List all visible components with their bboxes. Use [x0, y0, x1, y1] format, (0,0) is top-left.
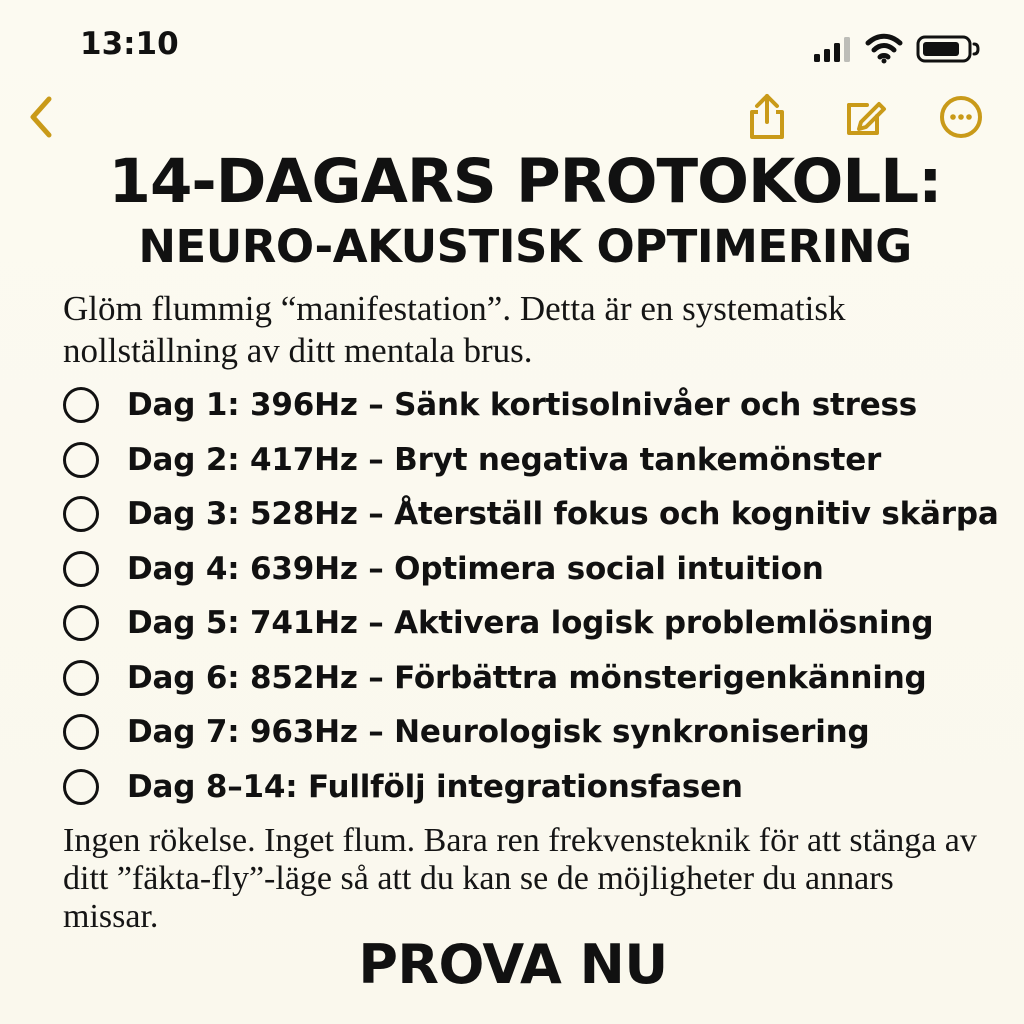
note-content[interactable]	[63, 146, 999, 1018]
notes-toolbar	[0, 82, 1024, 150]
protocol-checklist	[63, 378, 999, 814]
checklist-label: Dag 5: 741Hz – Aktivera logisk problemlösning	[127, 605, 934, 642]
checklist-item	[63, 378, 983, 433]
checklist-item	[63, 596, 983, 651]
share-icon	[745, 92, 789, 142]
checkbox[interactable]	[63, 496, 99, 532]
compose-button[interactable]	[838, 90, 892, 144]
checklist-label: Dag 4: 639Hz – Optimera social intuition	[127, 550, 824, 587]
intro-paragraph: Glöm flummig “manifestation”. Detta är en systematisk nollställning av ditt mentala brus.	[63, 289, 846, 370]
status-time: 13:10	[80, 26, 179, 62]
more-button[interactable]	[934, 90, 988, 144]
checkbox[interactable]	[63, 660, 99, 696]
checkbox[interactable]	[63, 442, 99, 478]
checklist-item	[63, 487, 999, 542]
checkbox[interactable]	[63, 387, 99, 423]
checklist-label: Dag 3: 528Hz – Återställ fokus och kognitiv skärpa	[127, 496, 999, 533]
note-subtitle: NEURO-AKUSTISK OPTIMERING	[138, 220, 912, 273]
share-button[interactable]	[740, 90, 794, 144]
signal-bars-icon	[812, 32, 856, 66]
checklist-item	[63, 433, 983, 488]
checklist-label: Dag 8–14: Fullfölj integrationsfasen	[127, 768, 743, 805]
checkbox[interactable]	[63, 769, 99, 805]
checklist-item	[63, 651, 983, 706]
checklist-label: Dag 7: 963Hz – Neurologisk synkronisering	[127, 714, 870, 751]
note-title: 14-DAGARS PROTOKOLL:	[108, 146, 942, 217]
checklist-item	[63, 542, 983, 597]
checklist-label: Dag 6: 852Hz – Förbättra mönsterigenkänning	[127, 659, 927, 696]
checkbox[interactable]	[63, 551, 99, 587]
wifi-icon	[864, 32, 904, 66]
checkbox[interactable]	[63, 605, 99, 641]
status-bar	[0, 0, 1024, 82]
closing-paragraph: Ingen rökelse. Inget flum. Bara ren frekvensteknik för att stänga av ditt ”fäkta-fly”-läge så att du kan se de möjligheter du annars missar.	[63, 822, 977, 935]
checklist-label: Dag 1: 396Hz – Sänk kortisolnivåer och stress	[127, 387, 918, 424]
checkbox[interactable]	[63, 714, 99, 750]
checklist-item	[63, 705, 983, 760]
cta-text: PROVA NU	[358, 933, 668, 996]
checklist-item	[63, 760, 983, 815]
checklist-label: Dag 2: 417Hz – Bryt negativa tankemönster	[127, 441, 882, 478]
compose-icon	[841, 93, 889, 141]
back-button[interactable]	[14, 90, 68, 144]
ellipsis-circle-icon	[937, 93, 985, 141]
chevron-left-icon	[22, 94, 60, 140]
status-icons	[812, 32, 982, 66]
battery-icon	[916, 32, 980, 66]
